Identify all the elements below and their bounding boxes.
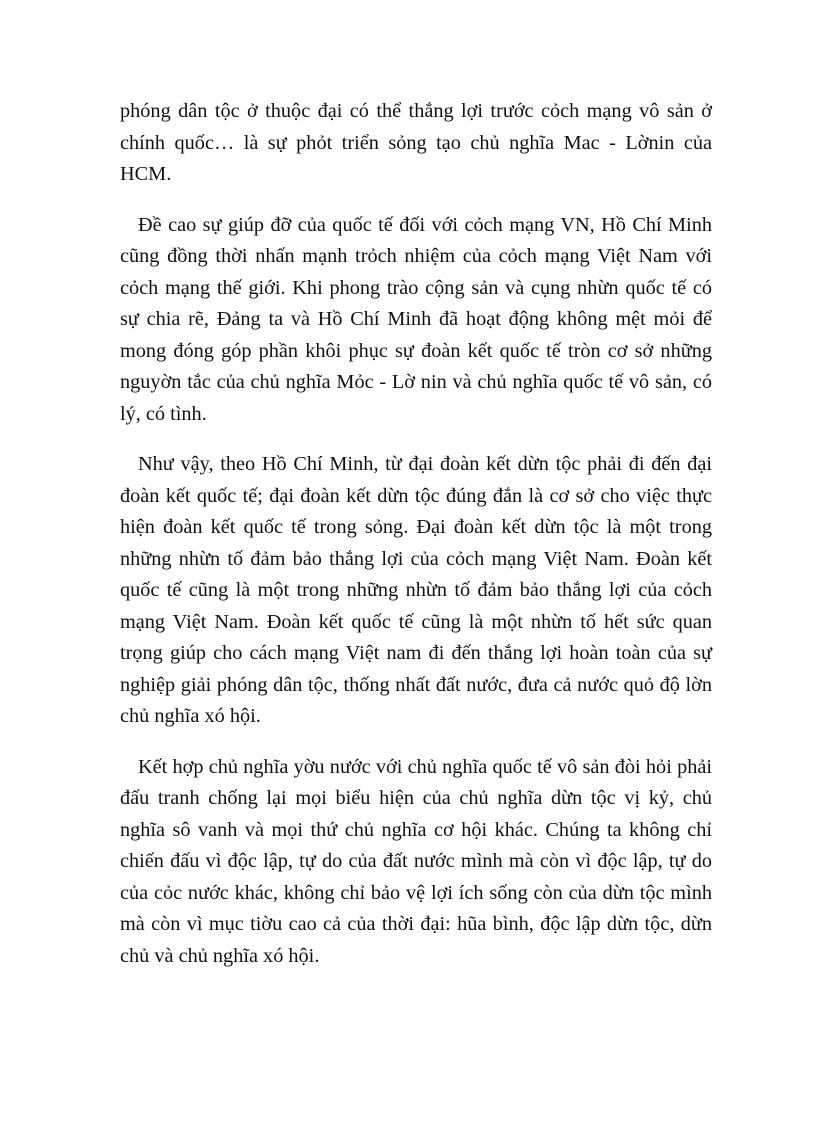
paragraph-1 bbox=[120, 96, 712, 191]
text-line: của cỏc nước khác, không chỉ bảo vệ lợi ích sống còn của dừn tộc mình bbox=[120, 881, 712, 904]
text-line: cỏch mạng thế giới. Khi phong trào cộng sản và cụng nhừn quốc tế có bbox=[120, 276, 712, 299]
paragraph-3 bbox=[120, 449, 712, 733]
text-line: chủ và chủ nghĩa xó hội. bbox=[120, 944, 320, 967]
text-line: mong đóng góp phần khôi phục sự đoàn kết quốc tế tròn cơ sở những bbox=[120, 339, 712, 362]
paragraph-4 bbox=[120, 752, 712, 973]
paragraph-2 bbox=[120, 210, 712, 431]
text-line: chủ nghĩa xó hội. bbox=[120, 705, 261, 727]
text-line: phóng dân tộc ở thuộc đại có thể thắng lợi trước cỏch mạng vô sản ở bbox=[120, 100, 712, 122]
text-line: những nhừn tố đảm bảo thắng lợi của cỏch mạng Việt Nam. Đoàn kết bbox=[120, 547, 712, 570]
text-line: Kết hợp chủ nghĩa yờu nước với chủ nghĩa quốc tế vô sản đòi hỏi phải bbox=[138, 755, 712, 778]
document-page bbox=[120, 96, 712, 991]
text-line: hiện đoàn kết quốc tế trong sỏng. Đại đoàn kết dừn tộc là một trong bbox=[120, 516, 712, 538]
text-line: nguyờn tắc của chủ nghĩa Mỏc - Lờ nin và chủ nghĩa quốc tế vô sản, có bbox=[120, 371, 712, 393]
text-line: nghĩa sô vanh và mọi thứ chủ nghĩa cơ hội khác. Chúng ta không chỉ bbox=[120, 818, 712, 841]
text-line: quốc tế cũng là một trong những nhừn tố đảm bảo thắng lợi của cỏch bbox=[120, 579, 712, 601]
text-line: cũng đồng thời nhấn mạnh trỏch nhiệm của cỏch mạng Việt Nam với bbox=[120, 245, 712, 267]
text-line: HCM. bbox=[120, 163, 172, 185]
text-line: mà còn vì mục tiờu cao cả của thời đại: hũa bình, độc lập dừn tộc, dừn bbox=[120, 913, 712, 935]
text-line: chính quốc… là sự phỏt triển sỏng tạo chủ nghĩa Mac - Lờnin của bbox=[120, 131, 712, 154]
text-line: nghiệp giải phóng dân tộc, thống nhất đất nước, đưa cả nước quỏ độ lờn bbox=[120, 673, 712, 696]
text-line: Như vậy, theo Hồ Chí Minh, từ đại đoàn kết dừn tộc phải đi đến đại bbox=[138, 453, 712, 475]
text-line: đấu tranh chống lại mọi biểu hiện của chủ nghĩa dừn tộc vị kỷ, chủ bbox=[120, 787, 712, 809]
text-line: sự chia rẽ, Đảng ta và Hồ Chí Minh đã hoạt động không mệt mỏi để bbox=[120, 308, 712, 330]
text-line: chiến đấu vì độc lập, tự do của đất nước mình mà còn vì độc lập, tự do bbox=[120, 850, 712, 872]
text-line: mạng Việt Nam. Đoàn kết quốc tế cũng là một nhừn tố hết sức quan bbox=[120, 610, 712, 633]
text-line: Đề cao sự giúp đỡ của quốc tế đối với cỏch mạng VN, Hồ Chí Minh bbox=[138, 213, 712, 236]
text-line: lý, có tình. bbox=[120, 402, 207, 425]
text-line: trọng giúp cho cách mạng Việt nam đi đến thắng lợi hoàn toàn của sự bbox=[120, 642, 712, 664]
text-line: đoàn kết quốc tế; đại đoàn kết dừn tộc đúng đắn là cơ sở cho việc thực bbox=[120, 484, 712, 507]
